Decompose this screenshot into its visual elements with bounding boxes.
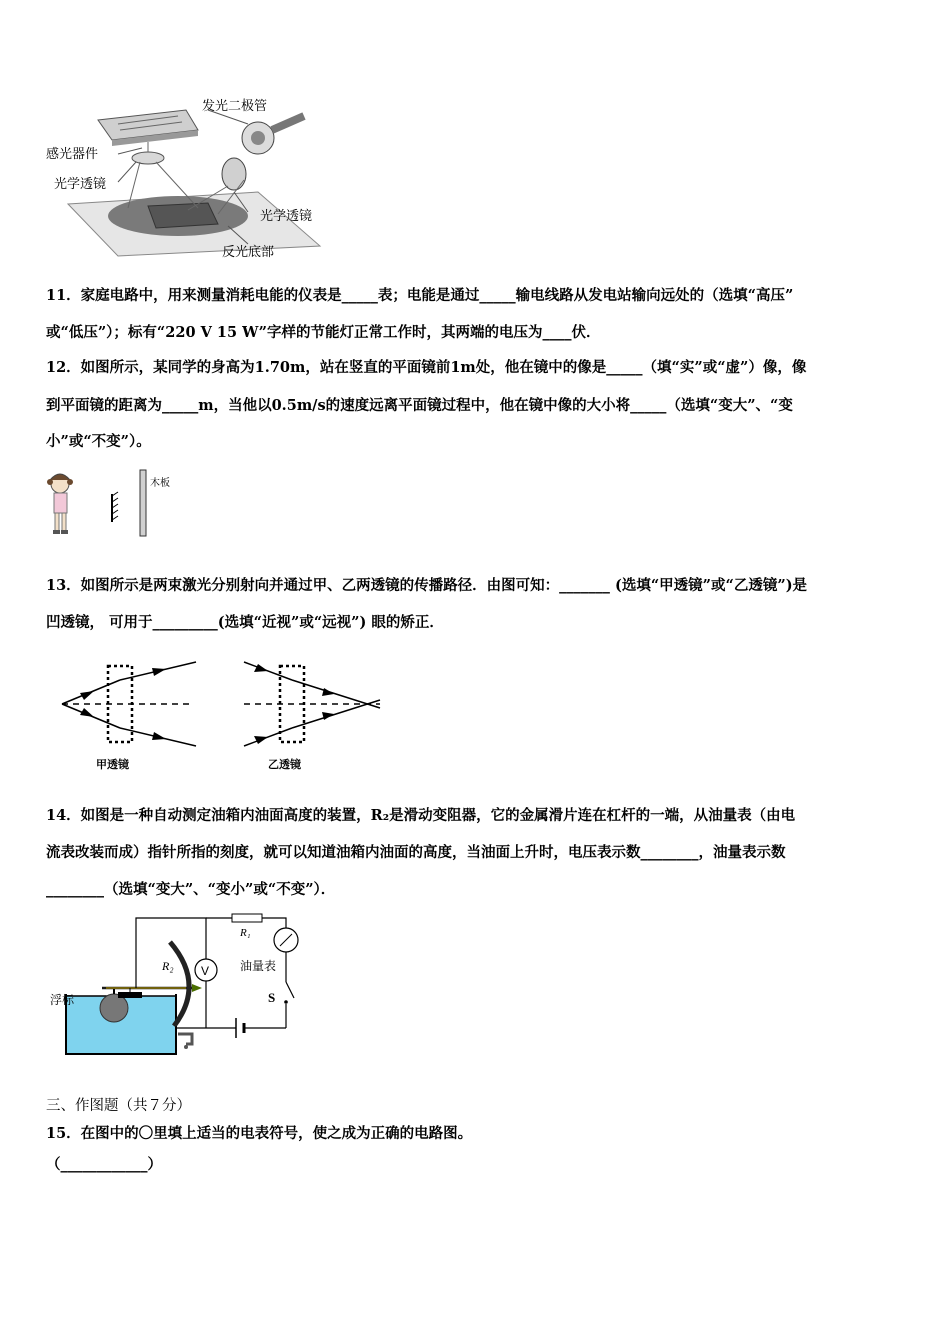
- lens-b-label: 乙透镜: [268, 758, 301, 771]
- voltmeter-label: V: [201, 964, 210, 978]
- optical-mouse-figure: [46, 96, 328, 262]
- q12-line-3: 小”或“不变”）。: [46, 433, 151, 450]
- label-base: 反光底部: [222, 245, 275, 260]
- q14-line-2: 流表改装而成）指针所指的刻度，就可以知道油箱内油面的高度，当油面上升时，电压表示数________，油量表示数: [46, 844, 786, 861]
- label-sensor: 感光器件: [46, 147, 99, 162]
- mirror-figure: [44, 466, 194, 542]
- lens-figure: [54, 656, 390, 776]
- q14-line-3: ________（选填“变大”、“变小”或“不变”）．: [46, 881, 336, 898]
- section-3-title: 三、作图题（共７分）: [46, 1098, 191, 1114]
- q15-line-1: 15．在图中的〇里填上适当的电表符号，使之成为正确的电路图。: [46, 1125, 473, 1142]
- q13-line-2: 凹透镜， 可用于_________(选填“近视”或“远视”) 眼的矫正．: [46, 614, 444, 631]
- label-led: 发光二极管: [202, 99, 268, 114]
- oil-gauge-circuit: [46, 904, 316, 1068]
- r2-label: R₂: [162, 959, 174, 973]
- switch-label: S: [268, 990, 276, 1005]
- q12-line-1: 12．如图所示，某同学的身高为1.70m，站在竖直的平面镜前1m处，他在镜中的像是_____（填“实”或“虚”）像，像: [46, 359, 807, 376]
- float-label: 浮标: [50, 993, 75, 1007]
- board-label: 木板: [150, 478, 170, 489]
- r1-label: R₁: [240, 927, 251, 939]
- q14-line-1: 14．如图是一种自动测定油箱内油面高度的装置，R₂是滑动变阻器，它的金属滑片连在杠杆的一端，从油量表（由电: [46, 807, 796, 824]
- label-lens-1: 光学透镜: [54, 177, 107, 192]
- q15-answer-blank[interactable]: （____________）: [46, 1156, 162, 1173]
- gauge-label: 油量表: [240, 959, 277, 973]
- lens-a-label: 甲透镜: [96, 758, 129, 771]
- q12-line-2: 到平面镜的距离为_____m，当他以0.5m/s的速度远离平面镜过程中，他在镜中像的大小将_____（选填“变大”、“变: [46, 397, 793, 414]
- q11-line-2: 或“低压”）；标有“220 V 15 W”字样的节能灯正常工作时，其两端的电压为____伏．: [46, 324, 601, 341]
- q11-line-1: 11．家庭电路中，用来测量消耗电能的仪表是_____表；电能是通过_____输电线路从发电站输向远处的（选填“高压”: [46, 287, 794, 304]
- label-lens-2: 光学透镜: [260, 209, 313, 224]
- q13-line-1: 13．如图所示是两束激光分别射向并通过甲、乙两透镜的传播路径．由图可知：_______ (选填“甲透镜”或“乙透镜”)是: [46, 577, 808, 594]
